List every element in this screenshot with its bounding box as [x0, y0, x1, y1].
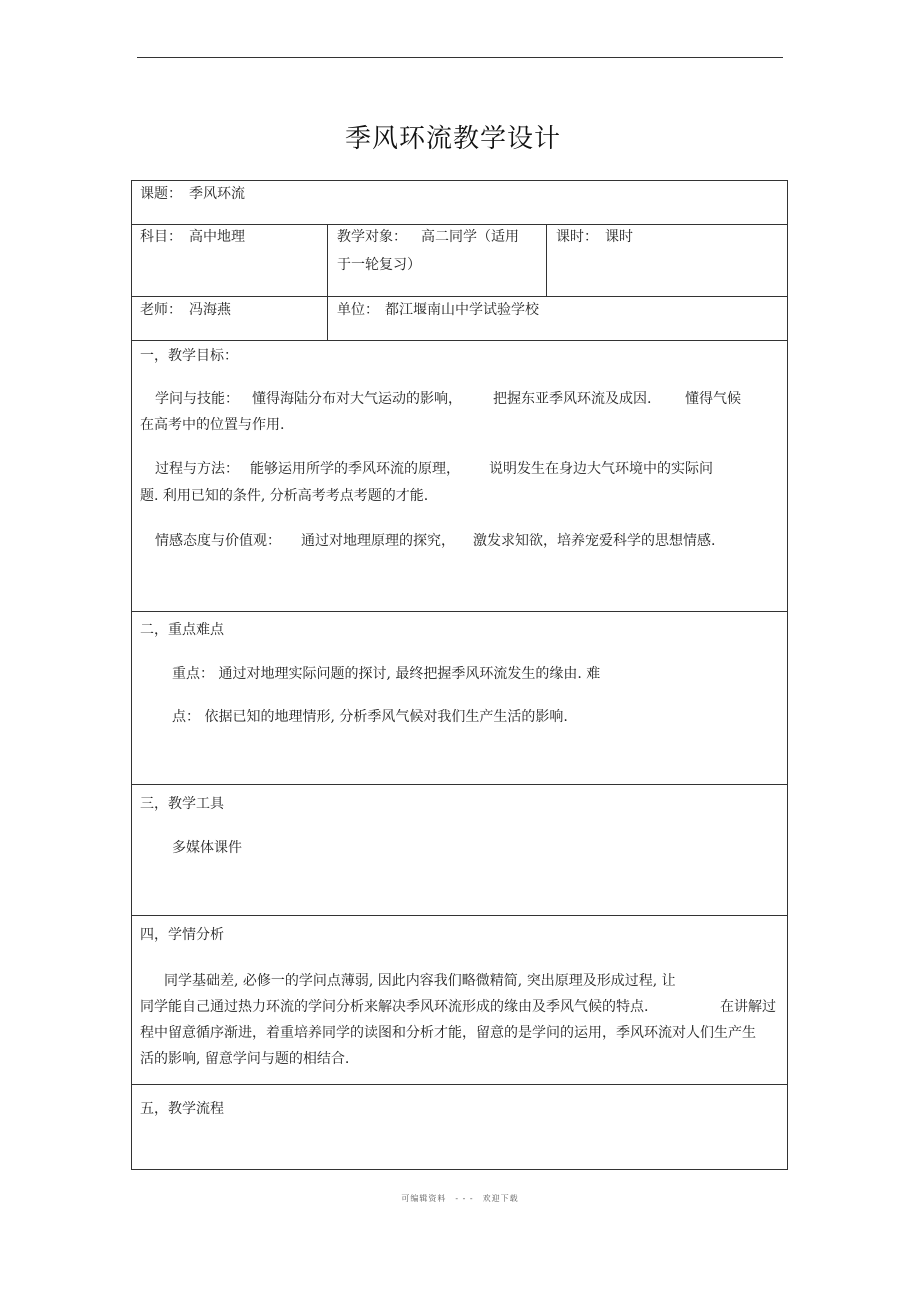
analysis-heading: 四，学情分析: [140, 927, 224, 943]
analysis-line-2b: 在讲解过: [720, 999, 776, 1015]
teacher-label: 老师：: [140, 302, 182, 318]
key-point-line-1: 重点： 通过对地理实际问题的探讨, 最终把握季风环流发生的缘由. 难: [172, 666, 601, 682]
page-footer: 可编辑资料 - - - 欢迎下载: [401, 1194, 519, 1203]
section-objectives: [132, 341, 787, 612]
key-points-heading: 二，重点难点: [140, 622, 224, 638]
knowledge-text-4: 在高考中的位置与作用.: [140, 417, 285, 433]
knowledge-text-2: 把握东亚季风环流及成因.: [493, 391, 652, 407]
subject-row: [132, 225, 787, 297]
audience-label: 教学对象：: [337, 229, 407, 245]
process-text-3: 题. 利用已知的条件, 分析高考考点考题的才能.: [140, 488, 429, 504]
hours-label: 课时：: [556, 229, 598, 245]
process-heading: 五，教学流程: [140, 1101, 224, 1117]
cell-divider: [546, 225, 547, 296]
teacher-value: 冯海燕: [189, 302, 231, 318]
top-rule: [137, 57, 783, 58]
analysis-line-2a: 同学能自己通过热力环流的学问分析来解决季风环流形成的缘由及季风气候的特点.: [140, 999, 649, 1015]
subject-label: 科目：: [140, 229, 182, 245]
cell-divider: [327, 297, 328, 340]
unit-value: 都江堰南山中学试验学校: [385, 302, 539, 318]
section-key-points: [132, 612, 787, 785]
topic-row: [132, 181, 787, 225]
lesson-plan-table: [131, 180, 788, 1170]
subject-value: 高中地理: [189, 229, 245, 245]
key-point-line-2: 点： 依据已知的地理情形, 分析季风气候对我们生产生活的影响.: [172, 709, 568, 725]
knowledge-text-3: 懂得气候: [685, 391, 741, 407]
tools-item: 多媒体课件: [172, 840, 242, 856]
unit-label: 单位：: [337, 302, 379, 318]
section-teaching-process: [132, 1085, 787, 1169]
teacher-row: [132, 297, 787, 341]
analysis-line-3: 程中留意循序渐进，着重培养同学的读图和分析才能，留意的是学问的运用，季风环流对人们生产生: [140, 1025, 756, 1041]
analysis-line-4: 活的影响, 留意学问与题的相结合.: [140, 1051, 350, 1067]
audience-value-line2: 于一轮复习）: [337, 257, 421, 273]
knowledge-text-1: 懂得海陆分布对大气运动的影响，: [252, 391, 462, 407]
tools-heading: 三，教学工具: [140, 796, 224, 812]
analysis-line-1: 同学基础差, 必修一的学问点薄弱, 因此内容我们略微精简, 突出原理及形成过程, 让: [164, 973, 676, 989]
knowledge-label: 学问与技能：: [155, 391, 239, 407]
process-text-2: 说明发生在身边大气环境中的实际问: [489, 461, 713, 477]
topic-value: 季风环流: [189, 186, 245, 202]
section-learner-analysis: [132, 916, 787, 1085]
process-text-1: 能够运用所学的季风环流的原理，: [250, 461, 460, 477]
section-tools: [132, 785, 787, 916]
emotion-label: 情感态度与价值观：: [155, 533, 281, 549]
page-title: 季风环流教学设计: [344, 124, 561, 154]
emotion-text-1: 通过对地理原理的探究，: [301, 533, 455, 549]
topic-label: 课题：: [140, 186, 182, 202]
cell-divider: [327, 225, 328, 296]
objectives-heading: 一，教学目标：: [140, 348, 238, 364]
process-label: 过程与方法：: [155, 461, 239, 477]
audience-value-line1: 高二同学（适用: [421, 229, 519, 245]
emotion-text-2: 激发求知欲，培养宠爱科学的思想情感.: [473, 533, 716, 549]
hours-value: 课时: [605, 229, 633, 245]
